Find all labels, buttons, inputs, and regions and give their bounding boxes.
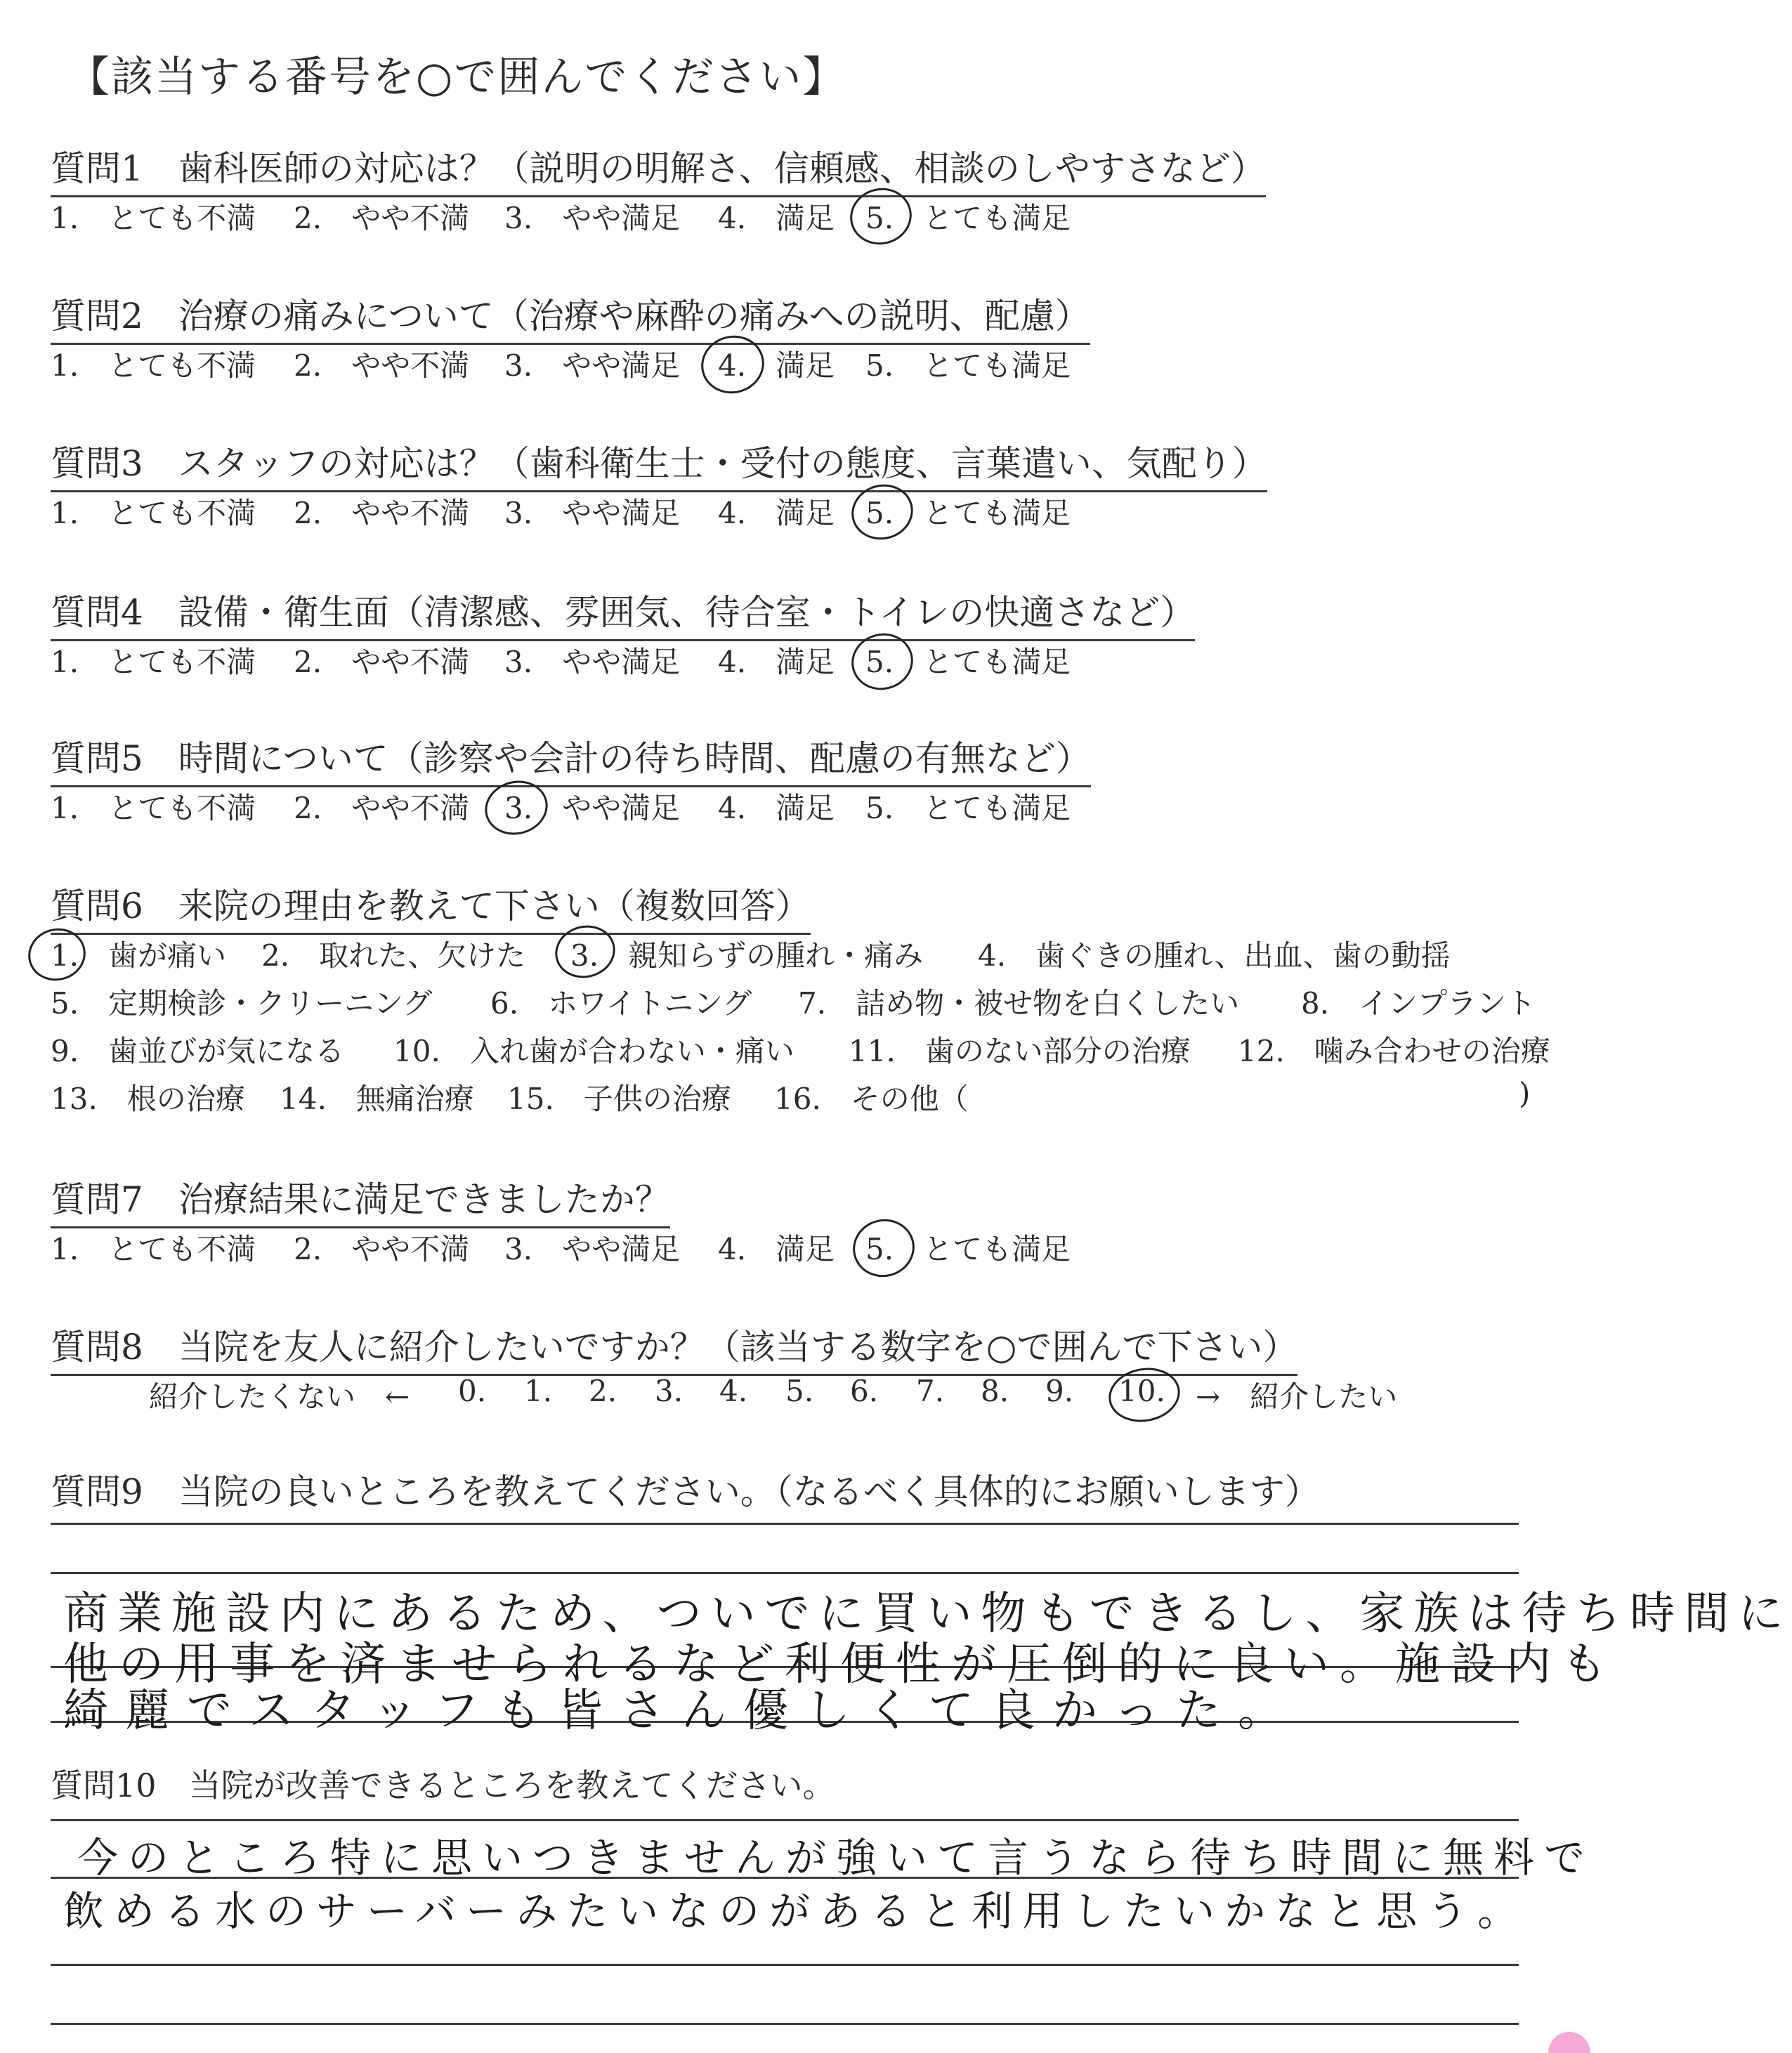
option-2[interactable]: 2. やや不満 bbox=[294, 1232, 470, 1266]
answer-line bbox=[51, 1819, 1519, 1821]
option-1[interactable]: 1. とても不満 bbox=[51, 348, 256, 383]
scale-7[interactable]: 7. bbox=[916, 1374, 945, 1408]
option-1[interactable]: 1. とても不満 bbox=[51, 201, 256, 235]
option-2[interactable]: 2. やや不満 bbox=[294, 201, 470, 235]
reason-3[interactable]: 3. 親知らずの腫れ・痛み bbox=[570, 938, 924, 973]
scale-8[interactable]: 8. bbox=[981, 1374, 1009, 1408]
option-1[interactable]: 1. とても不満 bbox=[51, 496, 256, 530]
reason-1[interactable]: 1. 歯が痛い bbox=[51, 938, 227, 973]
answer-line bbox=[51, 1572, 1519, 1574]
q9-answer-line-2[interactable]: 他の用事を済ませられるなど利便性が圧倒的に良い。施設内も bbox=[63, 1639, 1617, 1691]
option-1[interactable]: 1. とても不満 bbox=[51, 645, 256, 679]
question-5-text: 質問5 時間について（診察や会計の待ち時間、配慮の有無など） bbox=[51, 730, 1091, 787]
question-8-text: 質問8 当院を友人に紹介したいですか？（該当する数字を○で囲んで下さい） bbox=[51, 1319, 1297, 1376]
scale-0[interactable]: 0. bbox=[458, 1374, 487, 1408]
scale-4[interactable]: 4. bbox=[719, 1374, 748, 1408]
reason-15[interactable]: 15. 子供の治療 bbox=[507, 1082, 731, 1116]
option-3[interactable]: 3. やや満足 bbox=[504, 791, 681, 825]
scale-left-label: 紹介したくない ← bbox=[149, 1379, 410, 1414]
scale-3[interactable]: 3. bbox=[655, 1374, 684, 1408]
option-3[interactable]: 3. やや満足 bbox=[504, 496, 681, 530]
reason-6[interactable]: 6. ホワイトニング bbox=[490, 986, 752, 1021]
reason-14[interactable]: 14. 無痛治療 bbox=[280, 1082, 474, 1116]
q9-answer-line-3[interactable]: 綺麗でスタッフも皆さん優しくて良かった。 bbox=[63, 1685, 1300, 1737]
answer-line bbox=[51, 1964, 1519, 1966]
reason-5[interactable]: 5. 定期検診・クリーニング bbox=[51, 986, 433, 1021]
option-2[interactable]: 2. やや不満 bbox=[294, 348, 470, 383]
scale-right-label: → 紹介したい bbox=[1196, 1379, 1398, 1414]
question-3-text: 質問3 スタッフの対応は？（歯科衛生士・受付の態度、言葉遣い、気配り） bbox=[51, 435, 1267, 492]
answer-line bbox=[51, 2023, 1519, 2025]
option-3[interactable]: 3. やや満足 bbox=[504, 1232, 681, 1266]
option-2[interactable]: 2. やや不満 bbox=[294, 791, 470, 825]
option-4[interactable]: 4. 満足 bbox=[718, 348, 835, 383]
scale-2[interactable]: 2. bbox=[589, 1374, 617, 1408]
scale-6[interactable]: 6. bbox=[850, 1374, 879, 1408]
reason-2[interactable]: 2. 取れた、欠けた bbox=[261, 938, 526, 973]
answer-line bbox=[51, 1523, 1519, 1525]
option-4[interactable]: 4. 満足 bbox=[718, 791, 835, 825]
reason-7[interactable]: 7. 詰め物・被せ物を白くしたい bbox=[798, 986, 1240, 1021]
scale-1[interactable]: 1. bbox=[524, 1374, 553, 1408]
scale-9[interactable]: 9. bbox=[1045, 1374, 1074, 1408]
option-3[interactable]: 3. やや満足 bbox=[504, 645, 681, 679]
option-4[interactable]: 4. 満足 bbox=[718, 496, 835, 530]
question-10-text: 質問10 当院が改善できるところを教えてください。 bbox=[51, 1766, 835, 1804]
question-9-text: 質問9 当院の良いところを教えてください。（なるべく具体的にお願いします） bbox=[51, 1471, 1320, 1512]
question-2-text: 質問2 治療の痛みについて（治療や麻酔の痛みへの説明、配慮） bbox=[51, 288, 1090, 345]
option-5[interactable]: 5. とても満足 bbox=[865, 791, 1071, 825]
reason-4[interactable]: 4. 歯ぐきの腫れ、出血、歯の動揺 bbox=[978, 938, 1451, 973]
selection-circle bbox=[846, 1213, 920, 1284]
option-5[interactable]: 5. とても満足 bbox=[865, 201, 1071, 235]
option-5[interactable]: 5. とても満足 bbox=[865, 348, 1071, 383]
scale-10[interactable]: 10. bbox=[1118, 1374, 1165, 1408]
q10-answer-line-1[interactable]: 今のところ特に思いつきませんが強いて言うなら待ち時間に無料で bbox=[77, 1834, 1595, 1882]
q9-answer-line-1[interactable]: 商業施設内にあるため、ついでに買い物もできるし、家族は待ち時間に bbox=[63, 1588, 1792, 1640]
option-1[interactable]: 1. とても不満 bbox=[51, 791, 256, 825]
option-3[interactable]: 3. やや満足 bbox=[504, 201, 681, 235]
reason-16[interactable]: 16. その他（ bbox=[774, 1082, 969, 1116]
option-2[interactable]: 2. やや不満 bbox=[294, 645, 470, 679]
reason-12[interactable]: 12. 噛み合わせの治療 bbox=[1238, 1034, 1550, 1068]
option-5[interactable]: 5. とても満足 bbox=[865, 645, 1071, 679]
reason-8[interactable]: 8. インプラント bbox=[1301, 986, 1536, 1021]
reason-11[interactable]: 11. 歯のない部分の治療 bbox=[849, 1034, 1191, 1068]
option-3[interactable]: 3. やや満足 bbox=[504, 348, 681, 383]
option-5[interactable]: 5. とても満足 bbox=[865, 1232, 1071, 1266]
q10-answer-line-2[interactable]: 飲める水のサーバーみたいなのがあると利用したいかなと思う。 bbox=[63, 1887, 1529, 1935]
option-4[interactable]: 4. 満足 bbox=[718, 1232, 835, 1266]
form-title: 【該当する番号を○で囲んでください】 bbox=[67, 53, 846, 102]
option-4[interactable]: 4. 満足 bbox=[718, 201, 835, 235]
scale-5[interactable]: 5. bbox=[785, 1374, 814, 1408]
reason-13[interactable]: 13. 根の治療 bbox=[51, 1082, 245, 1116]
question-1-text: 質問1 歯科医師の対応は？（説明の明解さ、信頼感、相談のしやすさなど） bbox=[51, 140, 1266, 197]
question-6-text: 質問6 来院の理由を教えて下さい（複数回答） bbox=[51, 878, 811, 935]
reason-10[interactable]: 10. 入れ歯が合わない・痛い bbox=[393, 1034, 794, 1068]
pink-mark bbox=[1548, 2032, 1590, 2053]
option-4[interactable]: 4. 満足 bbox=[718, 645, 835, 679]
option-1[interactable]: 1. とても不満 bbox=[51, 1232, 256, 1266]
option-2[interactable]: 2. やや不満 bbox=[294, 496, 470, 530]
reason-16-close-paren: ) bbox=[1519, 1076, 1531, 1110]
question-7-text: 質問7 治療結果に満足できましたか？ bbox=[51, 1172, 670, 1228]
reason-9[interactable]: 9. 歯並びが気になる bbox=[51, 1034, 345, 1068]
option-5[interactable]: 5. とても満足 bbox=[865, 496, 1071, 530]
question-4-text: 質問4 設備・衛生面（清潔感、雰囲気、待合室・トイレの快適さなど） bbox=[51, 584, 1195, 641]
